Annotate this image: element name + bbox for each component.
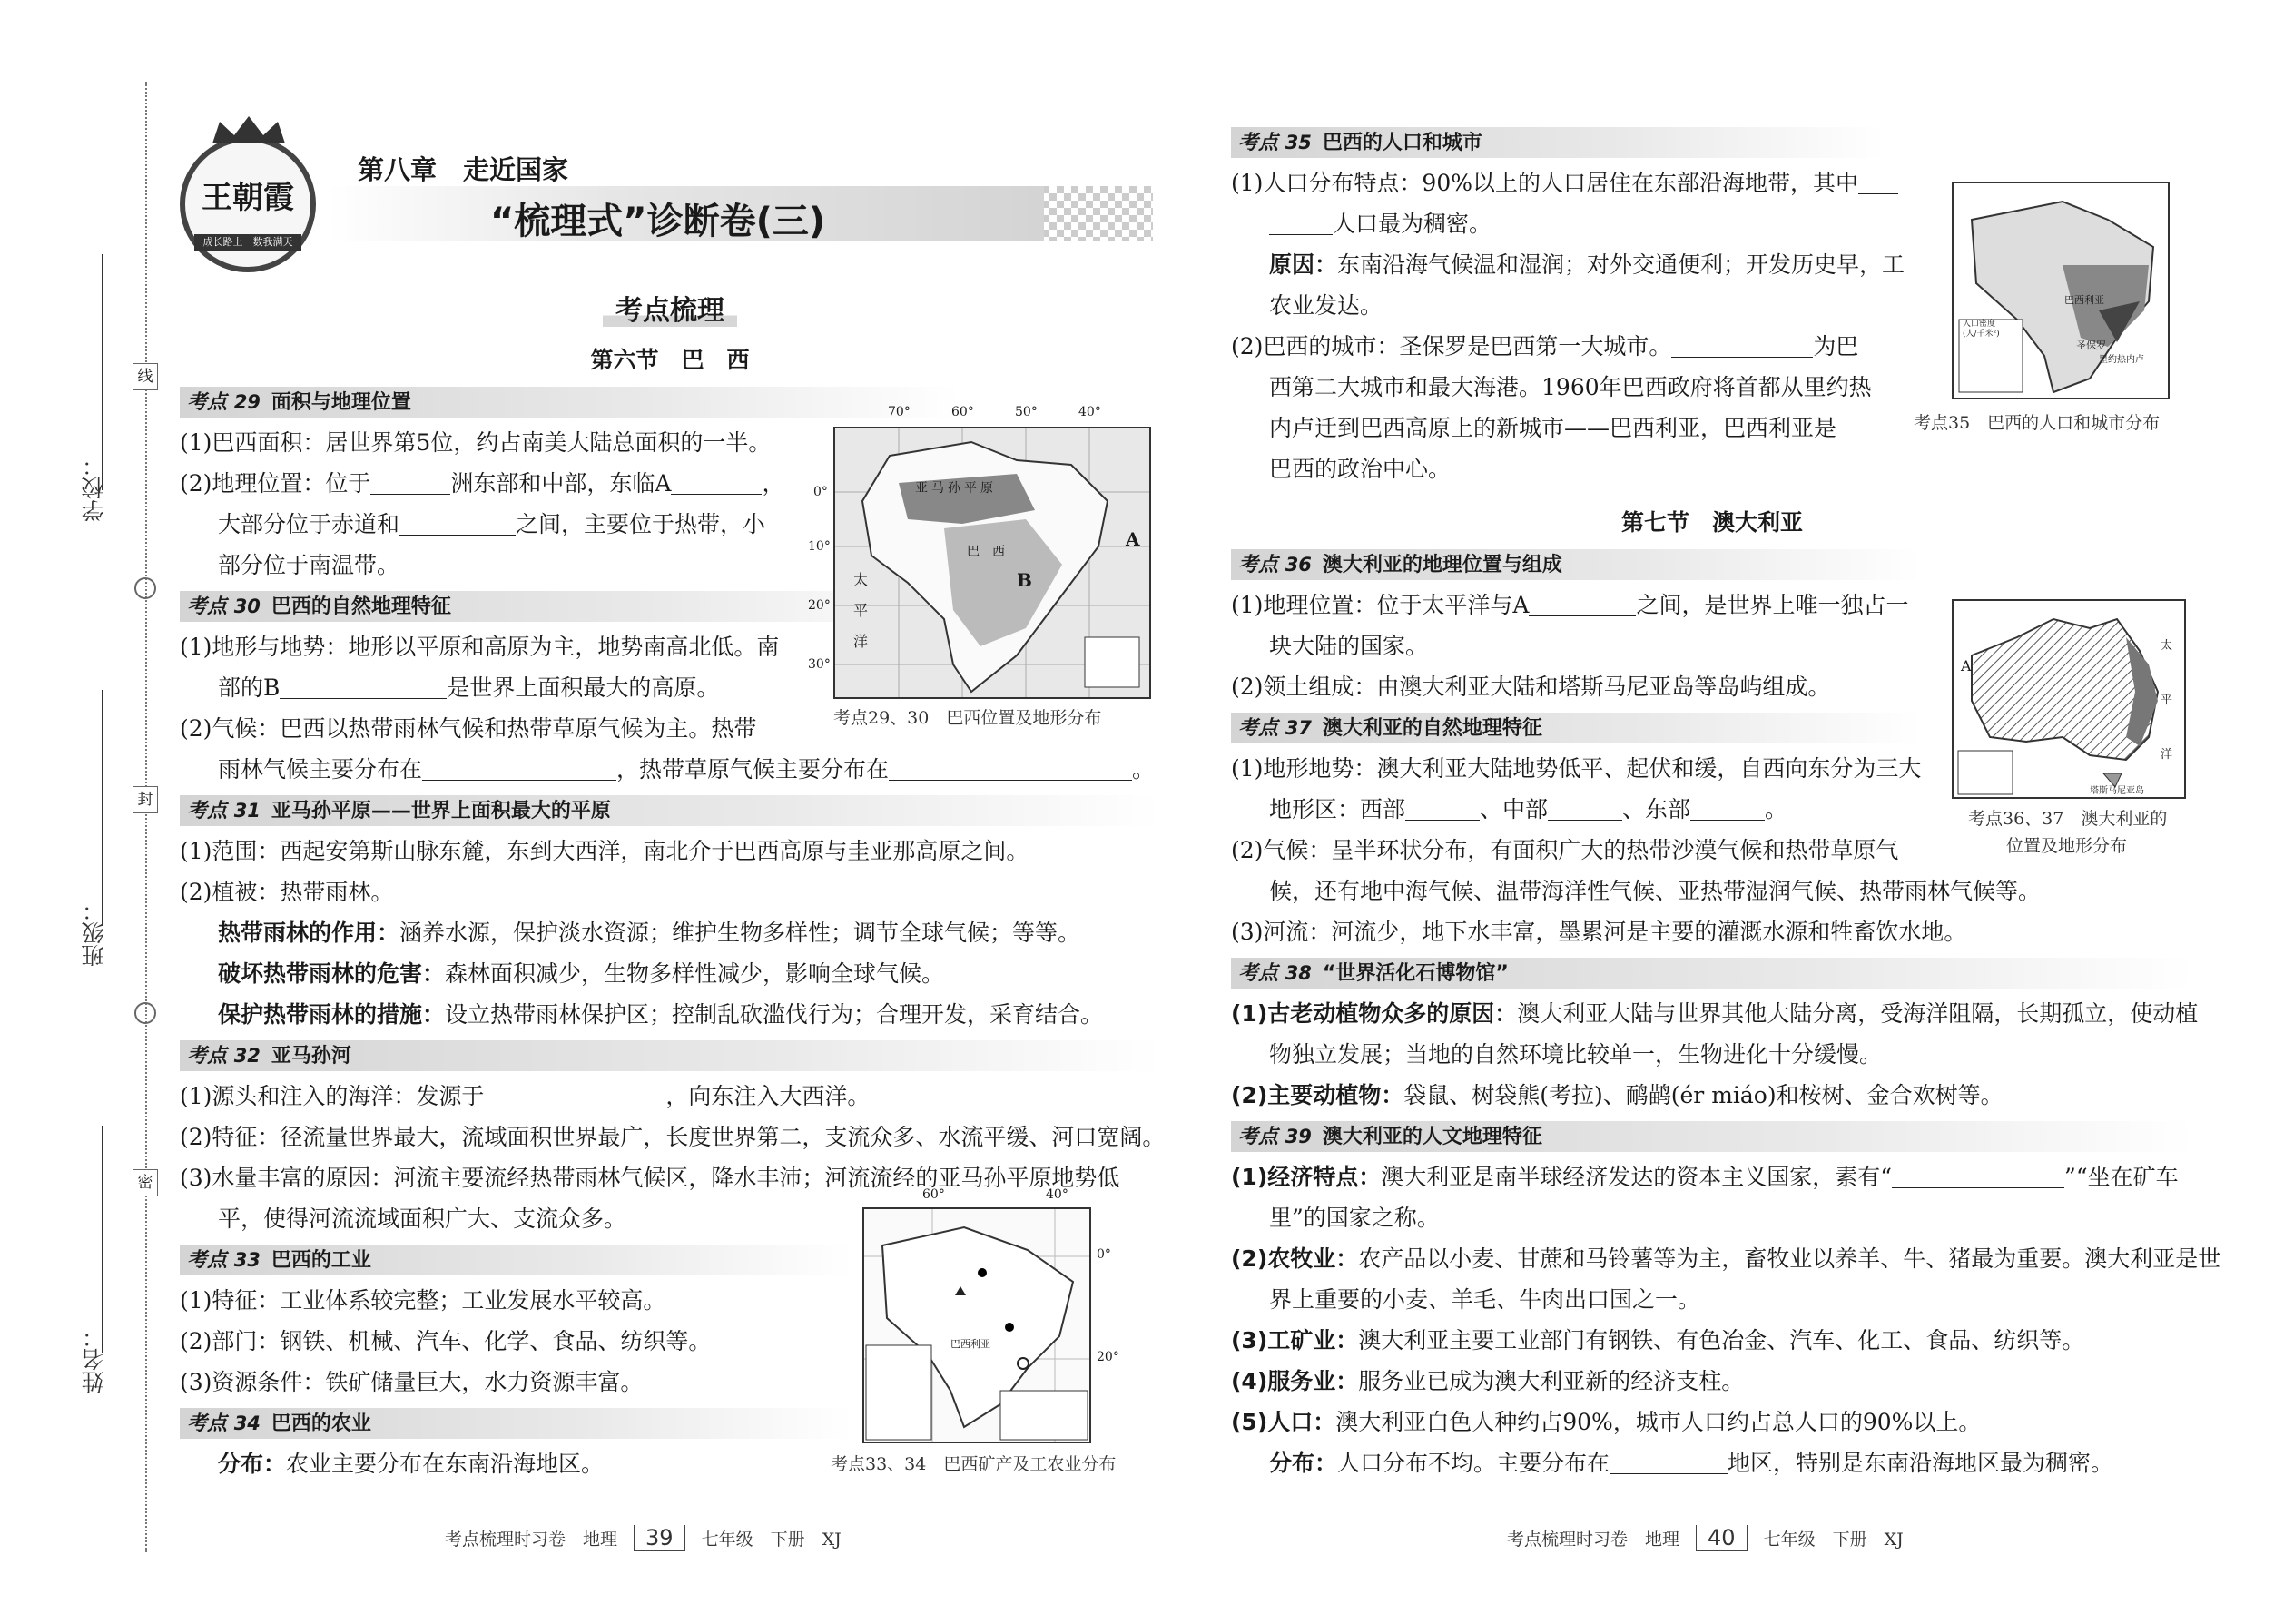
cut-mark-line: 线 bbox=[133, 363, 158, 390]
kaodian-tag: 考点 34 bbox=[187, 1412, 261, 1435]
map4-caption-line-2: 位置及地形分布 bbox=[2006, 836, 2128, 856]
lon-label: 60° bbox=[922, 1187, 945, 1202]
k36-line-2: 块大陆的国家。 bbox=[1269, 633, 1429, 659]
brazil-population-svg bbox=[1954, 183, 2168, 398]
k38-line-3: (2)主要动植物：袋鼠、树袋熊(考拉)、鸸鹋(ér miáo)和桉树、金合欢树等。 bbox=[1231, 1082, 2004, 1108]
kaodian-title: 澳大利亚的地理位置与组成 bbox=[1322, 553, 1562, 576]
left-footer bbox=[445, 1525, 842, 1551]
map-label-city: 里约热内卢 bbox=[2099, 355, 2144, 365]
map-label-b: B bbox=[1017, 569, 1032, 591]
logo-subtext: 成长路上 数我满天 bbox=[194, 234, 301, 251]
kaodian-tag: 考点 29 bbox=[187, 390, 261, 414]
map-label-brazil: 巴 西 bbox=[967, 545, 1005, 559]
k35-line-1: (1)人口分布特点：90%以上的人口居住在东部沿海地带，其中 bbox=[1231, 162, 2193, 203]
k39-line-1: (1)经济特点：澳大利亚是南半球经济发达的资本主义国家，素有“ ”“坐在矿车 bbox=[1231, 1164, 2179, 1190]
heading-text: 考点梳理 bbox=[603, 295, 737, 327]
k35-line-7: 内卢迁到巴西高原上的新城市——巴西利亚，巴西利亚是 bbox=[1269, 415, 1837, 441]
right-footer bbox=[1507, 1525, 1904, 1551]
blank-city[interactable] bbox=[1671, 334, 1813, 358]
kaodian-tag: 考点 35 bbox=[1238, 131, 1312, 154]
k29-line-2: (2)地理位置：位于 洲东部和中部，东临A ， bbox=[180, 470, 785, 497]
kaodian-31-header bbox=[180, 795, 1160, 826]
map-label-capital: 巴西利亚 bbox=[950, 1338, 990, 1350]
kaodian-37-header bbox=[1231, 713, 1921, 743]
k39-line-8: 分布：人口分布不均。主要分布在 地区，特别是东南沿海地区最为稠密。 bbox=[1269, 1450, 2114, 1476]
class-field[interactable] bbox=[102, 690, 103, 926]
kaodian-36-header bbox=[1231, 549, 1921, 580]
lat-label: 0° bbox=[1097, 1247, 1111, 1262]
k30-line-4: 雨林气候主要分布在 ，热带草原气候主要分布在 。 bbox=[218, 756, 1156, 782]
k31-line-3: 热带雨林的作用：涵养水源，保护淡水资源；维护生物多样性；调节全球气候；等等。 bbox=[218, 920, 1081, 946]
k39-line-5: (3)工矿业：澳大利亚主要工业部门有钢铁、有色冶金、汽车、化工、食品、纺织等。 bbox=[1231, 1327, 2085, 1353]
k29-line-1: (1)巴西面积：居世界第5位，约占南美大陆总面积的一半。 bbox=[180, 429, 772, 456]
lat-label: 20° bbox=[1097, 1350, 1119, 1364]
logo-crown-icon bbox=[212, 116, 285, 143]
map-label-island: 塔斯马尼亚岛 bbox=[2090, 786, 2144, 796]
kaodian-title: 巴西的人口和城市 bbox=[1322, 131, 1482, 154]
page-number: 40 bbox=[1696, 1525, 1748, 1551]
map1-caption: 考点29、30 巴西位置及地形分布 bbox=[833, 708, 1102, 728]
map-label-a: A bbox=[1126, 528, 1140, 550]
k30-line-2: 部的B 是世界上面积最大的高原。 bbox=[218, 674, 720, 701]
footer-text: 考点梳理时习卷 地理 bbox=[445, 1530, 618, 1550]
lat-label: 10° bbox=[808, 539, 831, 554]
lon-label: 40° bbox=[1046, 1187, 1068, 1202]
k38-line-2: 物独立发展；当地的自然环境比较单一，生物进化十分缓慢。 bbox=[1269, 1041, 1883, 1068]
brazil-population-map bbox=[1952, 182, 2170, 399]
k39-line-3: (2)农牧业：农产品以小麦、甘蔗和马铃薯等为主，畜牧业以养羊、牛、猪最为重要。澳大利亚是世 bbox=[1231, 1245, 2221, 1272]
blank-rainforest-area[interactable] bbox=[422, 757, 616, 781]
k29-line-4: 部分位于南温带。 bbox=[218, 552, 400, 578]
k30-line-3: (2)气候：巴西以热带雨林气候和热带草原气候为主。热带 bbox=[180, 715, 757, 742]
map-label-ocean: 太 平 洋 bbox=[2161, 639, 2173, 762]
k39-line-6: (4)服务业：服务业已成为澳大利亚新的经济支柱。 bbox=[1231, 1368, 1745, 1394]
kaodian-39-header bbox=[1231, 1121, 2193, 1152]
k35-line-6: 西第二大城市和最大海港。1960年巴西政府将首都从里约热 bbox=[1269, 374, 1872, 400]
kaodian-tag: 考点 38 bbox=[1238, 961, 1312, 985]
blank-nickname[interactable] bbox=[1892, 1165, 2064, 1188]
kaodian-title: “世界活化石博物馆” bbox=[1322, 961, 1509, 985]
k35-line-2: 人口最为稠密。 bbox=[1231, 203, 2193, 244]
kaodian-title: 澳大利亚的人文地理特征 bbox=[1322, 1125, 1542, 1148]
kaodian-29-header bbox=[180, 387, 960, 418]
binding-dotted-line bbox=[145, 82, 147, 1552]
section-6-title: 第六节 巴 西 bbox=[590, 347, 750, 373]
blank-plateau[interactable] bbox=[280, 675, 447, 699]
brazil-terrain-svg bbox=[835, 428, 1149, 697]
k31-line-2: (2)植被：热带雨林。 bbox=[180, 879, 394, 905]
k31-line-5: 保护热带雨林的措施：设立热带雨林保护区；控制乱砍滥伐行为；合理开发，采育结合。 bbox=[218, 1001, 1104, 1028]
k31-line-1: (1)范围：西起安第斯山脉东麓，东到大西洋，南北介于巴西高原与圭亚那高原之间。 bbox=[180, 838, 1029, 864]
k30-line-1: (1)地形与地势：地形以平原和高原为主，地势南高北低。南 bbox=[180, 634, 780, 660]
blank-region[interactable] bbox=[1858, 171, 1898, 194]
logo-text: 王朝霞 bbox=[202, 180, 294, 216]
section-7-title: 第七节 澳大利亚 bbox=[1620, 509, 1803, 536]
k37-line-1: (1)地形地势：澳大利亚大陆地势低平、起伏和缓，自西向东分为三大 bbox=[1231, 755, 1922, 782]
name-label: 姓名： bbox=[81, 1325, 107, 1393]
blank-source[interactable] bbox=[484, 1084, 665, 1107]
k34-line-1: 分布：农业主要分布在东南沿海地区。 bbox=[218, 1451, 605, 1477]
k32-line-3: (3)水量丰富的原因：河流主要流经热带雨林气候区，降水丰沛；河流流经的亚马孙平原地势低 bbox=[180, 1165, 1120, 1191]
brazil-industry-map bbox=[862, 1187, 1119, 1443]
kaodian-tag: 考点 33 bbox=[187, 1248, 261, 1272]
kaodian-title: 巴西的农业 bbox=[271, 1412, 371, 1435]
kaodian-tag: 考点 36 bbox=[1238, 553, 1312, 576]
lat-label: 30° bbox=[808, 657, 831, 672]
lon-label: 50° bbox=[1015, 405, 1038, 419]
k36-line-3: (2)领土组成：由澳大利亚大陆和塔斯马尼亚岛等岛屿组成。 bbox=[1231, 674, 1831, 700]
kaodian-tag: 考点 37 bbox=[1238, 716, 1312, 740]
brazil-industry-svg bbox=[864, 1209, 1089, 1442]
k32-line-4: 平，使得河流流域面积广大、支流众多。 bbox=[218, 1206, 627, 1232]
blank-latitude[interactable] bbox=[399, 512, 516, 536]
map-legend-title: 人口密度 (人/千米²) bbox=[1963, 320, 2000, 339]
map-label-ocean: 太 平 洋 bbox=[853, 571, 869, 650]
kaodian-34-header bbox=[180, 1408, 852, 1439]
map3-caption: 考点35 巴西的人口和城市分布 bbox=[1914, 413, 2161, 433]
k33-line-1: (1)特征：工业体系较完整；工业发展水平较高。 bbox=[180, 1287, 666, 1314]
blank-west[interactable] bbox=[1405, 797, 1480, 821]
footer-text: 考点梳理时习卷 地理 bbox=[1507, 1530, 1680, 1550]
kaodian-33-header bbox=[180, 1245, 852, 1275]
lat-label: 20° bbox=[808, 598, 831, 613]
kaodian-tag: 考点 39 bbox=[1238, 1125, 1312, 1148]
blank-middle[interactable] bbox=[1548, 797, 1622, 821]
k37-line-3: (2)气候：呈半环状分布，有面积广大的热带沙漠气候和热带草原气 bbox=[1231, 837, 1899, 863]
map2-caption: 考点33、34 巴西矿产及工农业分布 bbox=[831, 1454, 1117, 1474]
kaodian-35-header bbox=[1231, 127, 1885, 158]
page-number: 39 bbox=[634, 1525, 685, 1551]
k33-line-2: (2)部门：钢铁、机械、汽车、化学、食品、纺织等。 bbox=[180, 1328, 712, 1354]
k33-line-3: (3)资源条件：铁矿储量巨大，水力资源丰富。 bbox=[180, 1369, 644, 1395]
kaodian-title: 巴西的工业 bbox=[271, 1248, 371, 1272]
kaodian-tag: 考点 31 bbox=[187, 799, 261, 822]
k32-line-2: (2)特征：径流量世界最大，流域面积世界最广，长度世界第二，支流众多、水流平缓、河口宽阔。 bbox=[180, 1124, 1166, 1150]
class-label: 班级： bbox=[81, 899, 107, 967]
k39-line-7: (5)人口：澳大利亚白色人种约占90%，城市人口约占总人口的90%以上。 bbox=[1231, 1409, 1982, 1435]
school-field[interactable] bbox=[102, 254, 103, 490]
blank-continent[interactable] bbox=[370, 471, 450, 495]
lat-label: 0° bbox=[813, 485, 828, 499]
blank-savanna-area[interactable] bbox=[889, 757, 1132, 781]
kaodian-38-header bbox=[1231, 958, 2193, 989]
k36-line-1: (1)地理位置：位于太平洋与A 之间，是世界上唯一独占一 bbox=[1231, 592, 1909, 618]
kaodian-title: 巴西的自然地理特征 bbox=[271, 595, 451, 618]
australia-terrain-map bbox=[1952, 599, 2186, 799]
section-heading bbox=[180, 289, 1160, 340]
blank-population-area[interactable] bbox=[1610, 1451, 1728, 1474]
cut-mark-seal: 封 bbox=[133, 786, 158, 813]
kaodian-tag: 考点 30 bbox=[187, 595, 261, 618]
blank-ocean[interactable] bbox=[671, 471, 762, 495]
school-label: 学校： bbox=[81, 454, 107, 522]
k39-line-2: 里”的国家之称。 bbox=[1269, 1205, 1440, 1231]
lon-label: 60° bbox=[951, 405, 974, 419]
australia-terrain-svg bbox=[1954, 601, 2184, 797]
k37-line-4: 候，还有地中海气候、温带海洋性气候、亚热带湿润气候、热带雨林气候等。 bbox=[1269, 878, 2042, 904]
blank-ocean[interactable] bbox=[1529, 593, 1636, 616]
k29-line-3: 大部分位于赤道和 之间，主要位于热带，小 bbox=[218, 511, 766, 537]
kaodian-tag: 考点 32 bbox=[187, 1044, 261, 1068]
map-label-plain: 亚马孙平原 bbox=[915, 481, 997, 496]
brazil-terrain-map bbox=[808, 405, 1151, 699]
brand-logo bbox=[180, 136, 316, 272]
k35-line-8: 巴西的政治中心。 bbox=[1269, 456, 1452, 482]
name-field[interactable] bbox=[102, 1126, 103, 1353]
k32-line-1: (1)源头和注入的海洋：发源于 ，向东注入大西洋。 bbox=[180, 1083, 871, 1109]
map-label-a: A bbox=[1961, 657, 1972, 674]
k35-line-5: (2)巴西的城市：圣保罗是巴西第一大城市。 为巴 bbox=[1231, 333, 1859, 359]
kaodian-title: 面积与地理位置 bbox=[271, 390, 411, 414]
k35-line-4: 农业发达。 bbox=[1269, 292, 1383, 319]
k31-line-4: 破坏热带雨林的危害：森林面积减少，生物多样性减少，影响全球气候。 bbox=[218, 960, 945, 987]
header-checker-pattern bbox=[1035, 186, 1153, 241]
binding-hole-icon bbox=[134, 577, 156, 599]
kaodian-32-header bbox=[180, 1040, 1160, 1071]
k39-line-4: 界上重要的小麦、羊毛、牛肉出口国之一。 bbox=[1269, 1286, 1701, 1313]
kaodian-title: 亚马孙平原——世界上面积最大的平原 bbox=[271, 799, 611, 822]
blank-region-cont[interactable] bbox=[1269, 212, 1333, 235]
page-title: “梳理式”诊断卷(三) bbox=[490, 201, 826, 242]
k37-line-5: (3)河流：河流少，地下水丰富，墨累河是主要的灌溉水源和牲畜饮水地。 bbox=[1231, 919, 1967, 945]
binding-hole-icon bbox=[134, 1002, 156, 1024]
kaodian-title: 亚马孙河 bbox=[271, 1044, 351, 1068]
footer-text: 七年级 下册 XJ bbox=[1763, 1530, 1904, 1550]
lon-label: 70° bbox=[888, 405, 911, 419]
chapter-title: 第八章 走近国家 bbox=[358, 154, 569, 185]
map4-caption-line-1: 考点36、37 澳大利亚的 bbox=[1968, 809, 2168, 829]
footer-text: 七年级 下册 XJ bbox=[701, 1530, 842, 1550]
k37-line-2: 地形区：西部 、中部 、东部 。 bbox=[1269, 796, 1788, 822]
map-label-city: 圣保罗 bbox=[2076, 340, 2106, 351]
cut-mark-close: 密 bbox=[133, 1169, 158, 1196]
map-label-capital: 巴西利亚 bbox=[2064, 294, 2104, 306]
lon-label: 40° bbox=[1078, 405, 1101, 419]
k38-line-1: (1)古老动植物众多的原因：澳大利亚大陆与世界其他大陆分离，受海洋阻隔，长期孤立，使动植 bbox=[1231, 1000, 2199, 1027]
kaodian-title: 澳大利亚的自然地理特征 bbox=[1322, 716, 1542, 740]
blank-east[interactable] bbox=[1690, 797, 1765, 821]
k35-line-3: 原因：东南沿海气候温和湿润；对外交通便利；开发历史早，工 bbox=[1269, 251, 1905, 278]
